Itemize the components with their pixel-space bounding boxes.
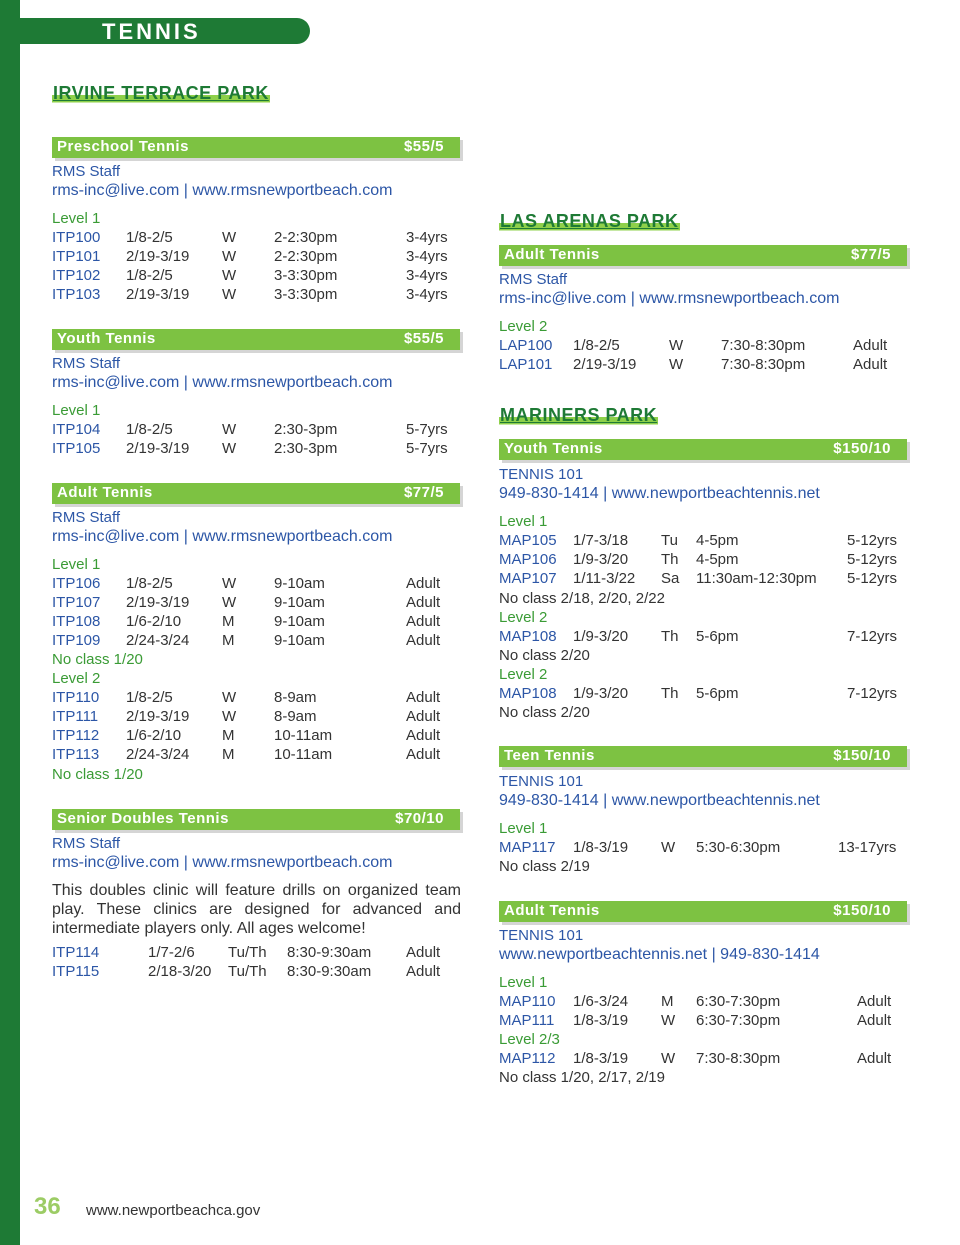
schedule-row [499,531,909,550]
class-bar-senior [52,809,460,830]
course-day: Sa [661,570,680,587]
class-title: Preschool Tennis [57,138,189,155]
park-heading-mariners: MARINERS PARK [500,405,658,425]
schedule-row [52,574,462,593]
course-dates: 2/24-3/24 [126,632,190,649]
schedule-row [499,838,909,857]
class-title: Adult Tennis [504,902,600,919]
course-age: Adult [406,963,441,980]
contact-link[interactable]: rms-inc@live.com | www.rmsnewportbeach.com [52,854,393,871]
no-class-note: No class 1/20 [52,651,143,668]
course-dates: 1/8-2/5 [126,575,173,592]
level-label: Level 1 [499,974,548,991]
schedule-row [52,285,462,304]
schedule-row [52,707,462,726]
course-age: Adult [406,613,441,630]
course-day: W [222,689,237,706]
schedule-row [52,593,462,612]
course-time: 2:30-3pm [274,421,338,438]
schedule-row [52,745,462,764]
course-day: W [222,421,237,438]
schedule-row [52,247,462,266]
course-dates: 1/7-3/18 [573,532,629,549]
class-price: $150/10 [833,440,891,457]
course-age: Adult [406,632,441,649]
course-age: 5-7yrs [406,440,448,457]
course-code[interactable]: ITP102 [52,267,101,284]
course-dates: 2/19-3/19 [126,594,190,611]
course-code[interactable]: ITP112 [52,727,100,744]
staff-label: RMS Staff [52,163,121,180]
course-age: 3-4yrs [406,267,448,284]
schedule-row [52,439,462,458]
schedule-row [52,943,462,962]
course-code[interactable]: ITP113 [52,746,100,763]
level-label: Level 1 [52,402,101,419]
course-dates: 2/24-3/24 [126,746,190,763]
course-age: Adult [406,575,441,592]
course-code[interactable]: ITP105 [52,440,101,457]
course-code[interactable]: ITP101 [52,248,101,265]
level-label: Level 1 [499,820,548,837]
course-day: W [222,708,237,725]
course-code[interactable]: ITP107 [52,594,101,611]
course-code[interactable]: ITP103 [52,286,101,303]
course-age: 5-12yrs [847,570,898,587]
course-dates: 1/8-2/5 [126,689,173,706]
course-age: 3-4yrs [406,229,448,246]
course-age: 3-4yrs [406,286,448,303]
schedule-row [499,627,909,646]
class-bar-youth [52,329,460,350]
schedule-row [499,684,909,703]
course-time: 7:30-8:30pm [721,337,806,354]
no-class-note: No class 2/20 [499,704,590,721]
course-code[interactable]: ITP110 [52,689,100,706]
course-day: M [661,993,674,1010]
course-time: 6:30-7:30pm [696,1012,781,1029]
course-dates: 1/8-3/19 [573,1050,629,1067]
schedule-row [499,355,909,374]
course-time: 4-5pm [696,532,739,549]
no-class-note: No class 2/18, 2/20, 2/22 [499,590,665,607]
course-age: Adult [857,1050,892,1067]
course-dates: 1/8-2/5 [126,421,173,438]
course-dates: 1/8-2/5 [126,229,173,246]
course-time: 9-10am [274,575,325,592]
contact-link[interactable]: rms-inc@live.com | www.rmsnewportbeach.com [52,528,393,545]
schedule-row [52,266,462,285]
staff-label: RMS Staff [52,509,121,526]
course-age: 7-12yrs [847,685,898,702]
course-age: Adult [857,993,892,1010]
course-day: W [222,267,237,284]
course-age: 5-12yrs [847,532,898,549]
course-code[interactable]: ITP114 [52,944,100,961]
staff-label: TENNIS 101 [499,927,584,944]
level-label: Level 2/3 [499,1031,560,1048]
schedule-row [499,550,909,569]
course-day: W [661,839,676,856]
level-label: Level 1 [499,513,548,530]
class-price: $150/10 [833,747,891,764]
schedule-row [499,569,909,588]
course-age: Adult [406,594,441,611]
course-time: 8-9am [274,689,317,706]
course-day: Th [661,551,679,568]
course-day: W [222,248,237,265]
class-price: $55/5 [403,138,444,155]
course-code[interactable]: ITP111 [52,708,99,725]
class-bar-adult [52,483,460,504]
schedule-row [52,726,462,745]
course-code[interactable]: MAP105 [499,532,557,549]
schedule-row [499,1011,909,1030]
course-time: 10-11am [274,727,333,744]
class-bar-preschool [52,137,460,158]
no-class-note: No class 1/20, 2/17, 2/19 [499,1069,665,1086]
section-tab [20,18,310,44]
contact-link[interactable]: rms-inc@live.com | www.rmsnewportbeach.com [499,290,840,307]
class-title: Teen Tennis [504,747,595,764]
course-day: W [222,229,237,246]
course-age: 5-7yrs [406,421,448,438]
course-time: 8-9am [274,708,317,725]
course-day: M [222,727,235,744]
course-dates: 2/19-3/19 [126,248,190,265]
course-day: W [222,440,237,457]
contact-link[interactable]: rms-inc@live.com | www.rmsnewportbeach.com [52,182,393,199]
sidebar-stripe [0,0,20,1245]
level-label: Level 2 [499,666,548,683]
course-code[interactable]: MAP106 [499,551,557,568]
park-heading-irvine: IRVINE TERRACE PARK [53,83,269,103]
course-day: Th [661,628,679,645]
course-day: M [222,632,235,649]
level-label: Level 1 [52,210,101,227]
course-age: Adult [406,944,441,961]
course-day: Tu/Th [228,963,267,980]
class-title: Adult Tennis [57,484,153,501]
staff-label: TENNIS 101 [499,773,584,790]
course-code[interactable]: ITP106 [52,575,101,592]
course-time: 3-3:30pm [274,267,338,284]
course-time: 5-6pm [696,685,739,702]
staff-label: TENNIS 101 [499,466,584,483]
course-dates: 2/19-3/19 [126,286,190,303]
course-day: W [661,1012,676,1029]
park-heading-las-arenas: LAS ARENAS PARK [500,211,679,231]
course-day: M [222,613,235,630]
course-day: W [222,575,237,592]
course-time: 2-2:30pm [274,248,338,265]
course-dates: 1/6-2/10 [126,727,182,744]
contact-link[interactable]: rms-inc@live.com | www.rmsnewportbeach.com [52,374,393,391]
course-code[interactable]: MAP112 [499,1050,556,1067]
staff-label: RMS Staff [499,271,568,288]
course-time: 5-6pm [696,628,739,645]
course-time: 7:30-8:30pm [721,356,806,373]
class-description: This doubles clinic will feature drills on organized team play. These clinics are designed for advanced and intermediate players only. All ages welcome! [52,882,461,937]
course-age: Adult [853,356,888,373]
course-age: 7-12yrs [847,628,898,645]
course-age: Adult [853,337,888,354]
course-code[interactable]: MAP111 [499,1012,555,1029]
course-day: Tu [661,532,678,549]
course-time: 6:30-7:30pm [696,993,781,1010]
course-age: Adult [406,689,441,706]
course-day: Th [661,685,679,702]
contact-link[interactable]: 949-830-1414 | www.newportbeachtennis.net [499,485,820,502]
course-dates: 1/9-3/20 [573,628,629,645]
course-dates: 1/8-2/5 [573,337,620,354]
course-time: 11:30am-12:30pm [696,570,817,587]
contact-link[interactable]: 949-830-1414 | www.newportbeachtennis.net [499,792,820,809]
schedule-row [52,962,462,981]
course-time: 9-10am [274,594,325,611]
schedule-row [52,631,462,650]
course-time: 4-5pm [696,551,739,568]
class-price: $55/5 [403,330,444,347]
course-age: Adult [406,708,441,725]
course-time: 8:30-9:30am [287,963,372,980]
course-time: 5:30-6:30pm [696,839,781,856]
staff-label: RMS Staff [52,355,121,372]
no-class-note: No class 1/20 [52,766,143,783]
class-bar-teen [499,746,907,767]
course-day: M [222,746,235,763]
course-dates: 2/19-3/19 [126,440,190,457]
schedule-row [52,228,462,247]
level-label: Level 2 [499,318,548,335]
course-code[interactable]: ITP109 [52,632,101,649]
course-dates: 1/6-2/10 [126,613,182,630]
course-time: 9-10am [274,632,325,649]
course-code[interactable]: MAP107 [499,570,557,587]
course-dates: 2/19-3/19 [573,356,637,373]
class-bar-adult [499,901,907,922]
schedule-row [499,336,909,355]
schedule-row [499,1049,909,1068]
schedule-row [52,420,462,439]
staff-label: RMS Staff [52,835,121,852]
course-age: Adult [406,746,441,763]
course-day: W [222,286,237,303]
course-day: Tu/Th [228,944,267,961]
course-dates: 1/8-2/5 [126,267,173,284]
course-time: 2:30-3pm [274,440,338,457]
contact-link[interactable]: www.newportbeachtennis.net | 949-830-1414 [499,946,820,963]
course-day: W [669,356,684,373]
course-day: W [669,337,684,354]
course-time: 10-11am [274,746,333,763]
schedule-row [52,688,462,707]
course-code[interactable]: ITP100 [52,229,101,246]
course-age: Adult [406,727,441,744]
course-dates: 1/11-3/22 [573,570,636,587]
course-code[interactable]: MAP108 [499,628,557,645]
course-dates: 2/19-3/19 [126,708,190,725]
course-dates: 1/8-3/19 [573,839,629,856]
course-code[interactable]: ITP104 [52,421,101,438]
course-dates: 1/7-2/6 [148,944,195,961]
course-time: 7:30-8:30pm [696,1050,781,1067]
course-age: Adult [857,1012,892,1029]
course-day: W [222,594,237,611]
course-dates: 1/6-3/24 [573,993,629,1010]
course-time: 8:30-9:30am [287,944,372,961]
class-title: Adult Tennis [504,246,600,263]
schedule-row [52,612,462,631]
section-title: TENNIS [102,19,201,44]
course-age: 13-17yrs [838,839,897,856]
no-class-note: No class 2/19 [499,858,590,875]
course-time: 9-10am [274,613,325,630]
class-price: $77/5 [403,484,444,501]
course-dates: 1/9-3/20 [573,551,629,568]
course-day: W [661,1050,676,1067]
page-number: 36 [34,1193,61,1220]
course-dates: 1/9-3/20 [573,685,629,702]
course-dates: 2/18-3/20 [148,963,212,980]
class-price: $77/5 [850,246,891,263]
class-bar-youth [499,439,907,460]
course-code[interactable]: MAP110 [499,993,556,1010]
course-time: 3-3:30pm [274,286,338,303]
course-code[interactable]: LAP100 [499,337,553,354]
course-code[interactable]: MAP108 [499,685,557,702]
class-title: Senior Doubles Tennis [57,810,229,827]
course-time: 2-2:30pm [274,229,338,246]
no-class-note: No class 2/20 [499,647,590,664]
course-dates: 1/8-3/19 [573,1012,629,1029]
level-label: Level 2 [52,670,101,687]
class-bar-adult [499,245,907,266]
class-price: $150/10 [833,902,891,919]
course-code[interactable]: MAP117 [499,839,556,856]
footer-url[interactable]: www.newportbeachca.gov [86,1202,261,1219]
course-age: 5-12yrs [847,551,898,568]
course-code[interactable]: LAP101 [499,356,553,373]
course-code[interactable]: ITP115 [52,963,100,980]
class-title: Youth Tennis [57,330,156,347]
course-code[interactable]: ITP108 [52,613,101,630]
class-title: Youth Tennis [504,440,603,457]
course-age: 3-4yrs [406,248,448,265]
schedule-row [499,992,909,1011]
level-label: Level 2 [499,609,548,626]
class-price: $70/10 [395,810,444,827]
level-label: Level 1 [52,556,101,573]
